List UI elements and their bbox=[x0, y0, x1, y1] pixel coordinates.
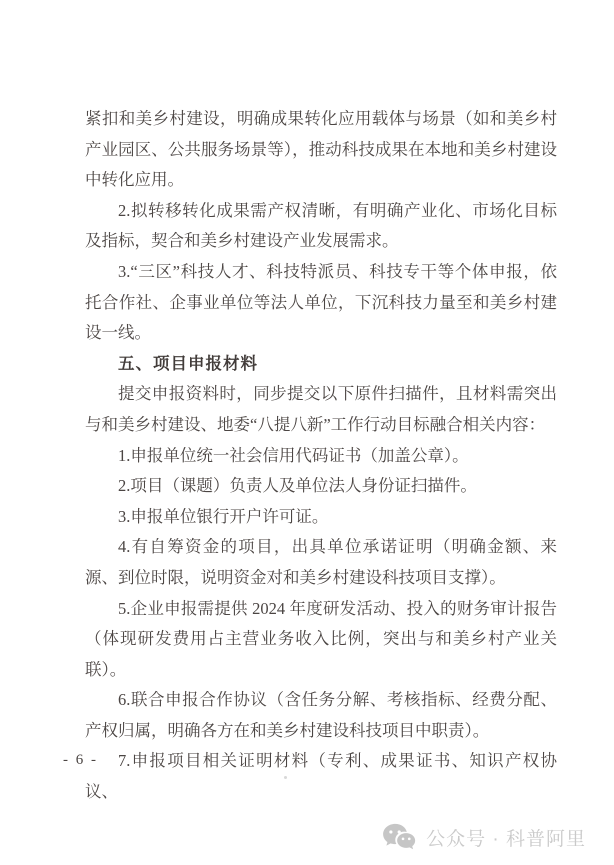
scan-speck bbox=[284, 776, 287, 779]
section-heading: 五、项目申报材料 bbox=[118, 353, 258, 373]
material-item-1: 1.申报单位统一社会信用代码证书（加盖公章）。 bbox=[118, 445, 469, 465]
page-number: - 6 - bbox=[63, 752, 98, 768]
paragraph-continuation: 紧扣和美乡村建设，明确成果转化应用载体与场景（如和美乡村产业园区、公共服务场景等），推动科技成果在本地和美乡村建设中转化应用。 bbox=[85, 109, 557, 190]
material-item-7: 7.申报项目相关证明材料（专利、成果证书、知识产权协议、 bbox=[85, 751, 557, 802]
wechat-watermark-label: 公众号 · 科普阿里 bbox=[426, 828, 586, 850]
paragraph-item-3: 3.“三区”科技人才、科技特派员、科技专干等个体申报，依托合作社、企事业单位等法人单位，下沉科技力量至和美乡村建设一线。 bbox=[85, 261, 557, 343]
paragraph-intro: 提交申报资料时，同步提交以下原件扫描件，且材料需突出与和美乡村建设、地委“八提八新”工作行动目标融合相关内容： bbox=[85, 384, 557, 434]
material-item-4: 4.有自筹资金的项目，出具单位承诺证明（明确金额、来源、到位时限，说明资金对和美乡村建设科技项目支撑）。 bbox=[85, 537, 557, 587]
wechat-watermark bbox=[382, 823, 586, 851]
material-item-6: 6.联合申报合作协议（含任务分解、考核指标、经费分配、产权归属，明确各方在和美乡村建设科技项目中职责）。 bbox=[85, 690, 557, 740]
material-item-5: 5.企业申报需提供 2024 年度研发活动、投入的财务审计报告（体现研发费用占主营业务收入比例，突出与和美乡村产业关联）。 bbox=[85, 598, 557, 679]
material-item-2: 2.项目（课题）负责人及单位法人身份证扫描件。 bbox=[118, 476, 477, 496]
material-item-3: 3.申报单位银行开户许可证。 bbox=[118, 506, 329, 526]
document-body bbox=[85, 104, 557, 808]
wechat-icon bbox=[382, 823, 416, 851]
paragraph-item-2: 2.拟转移转化成果需产权清晰，有明确产业化、市场化目标及指标，契合和美乡村建设产业发展需求。 bbox=[85, 200, 557, 251]
